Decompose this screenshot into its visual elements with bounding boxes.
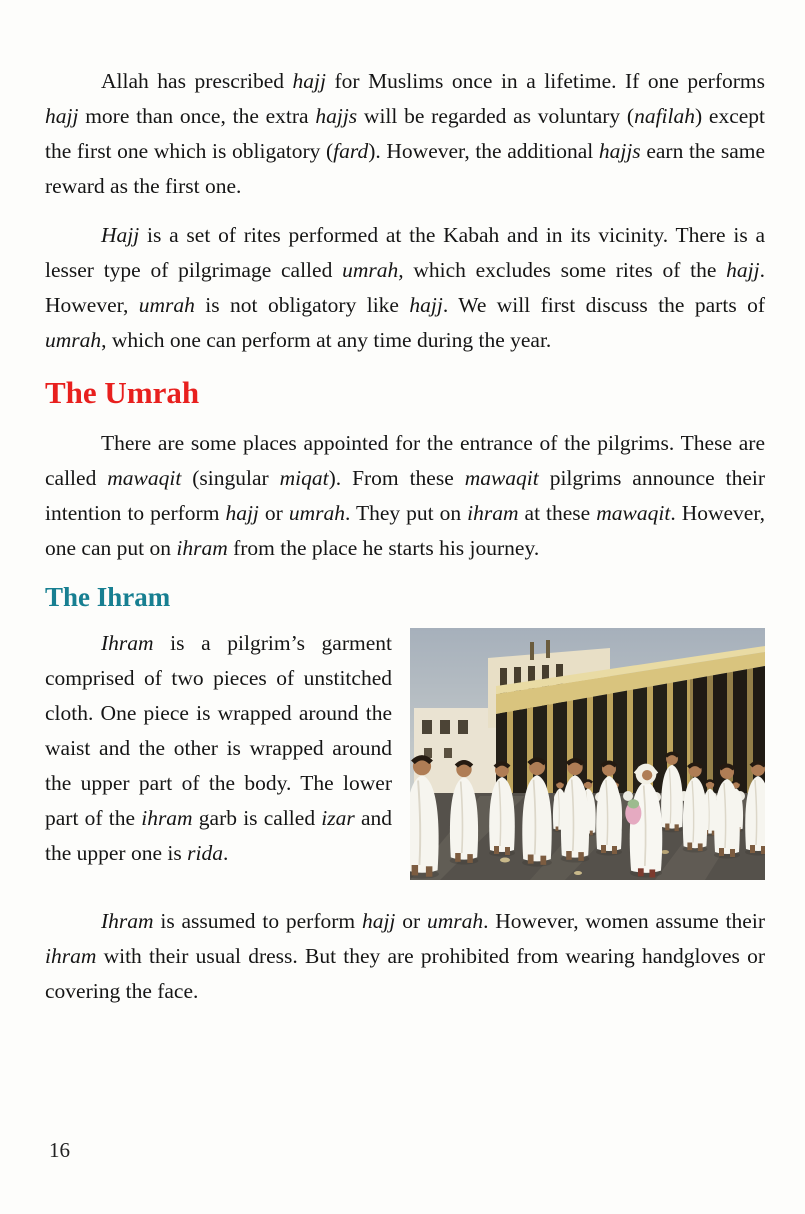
ihram-section <box>45 626 765 890</box>
paragraph-mawaqit: There are some places appointed for the entrance of the pilgrims. These are called mawaqit (singular miqat). From these mawaqit pilgrims announce their intention to perform hajj or umrah. They put on ihram at these mawaqit. However, one can put on ihram from the place he starts his journey. <box>45 431 766 560</box>
page-number: 16 <box>49 1138 70 1162</box>
pilgrims-photo-graphic <box>410 628 765 880</box>
paragraph-ihram-garment: Ihram is a pilgrim’s garment comprised of two pieces of unstitched cloth. One piece is wrapped around the waist and the other is wrapped around the upper part of the body. The lower part of the ihram garb is called izar and the upper one is rida. <box>45 631 392 865</box>
paragraph-hajj-rites: Hajj is a set of rites performed at the Kabah and in its vicinity. There is a lesser type of pilgrimage called umrah, which excludes some rites of the hajj. However, umrah is not obligatory like hajj. We will first discuss the parts of umrah, which one can perform at any time during the year. <box>45 223 766 352</box>
paragraph-ihram-assumed: Ihram is assumed to perform hajj or umrah. However, women assume their ihram with their usual dress. But they are prohibited from wearing handgloves or covering the face. <box>45 909 765 1003</box>
pilgrims-photo <box>410 628 765 880</box>
section-heading-the-umrah: The Umrah <box>45 375 200 410</box>
paragraph-hajj-prescribed: Allah has prescribed hajj for Muslims once in a lifetime. If one performs hajj more than once, the extra hajjs will be regarded as voluntary (nafilah) except the first one which is obligatory (fard). However, the additional hajjs earn the same reward as the first one. <box>45 69 766 198</box>
subsection-heading-the-ihram: The Ihram <box>45 582 171 612</box>
